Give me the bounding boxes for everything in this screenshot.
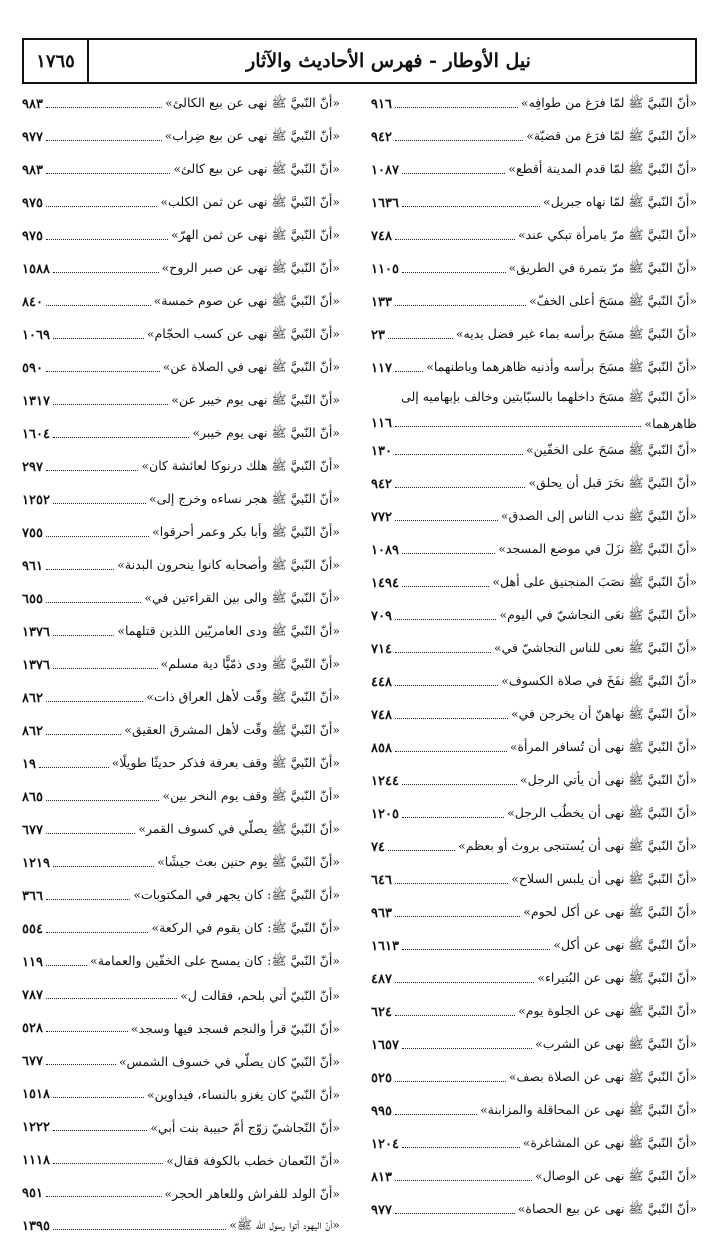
page-ref: ٨٥٨ <box>371 741 392 756</box>
page-ref: ٨١٣ <box>371 1170 392 1185</box>
index-entry <box>22 781 340 814</box>
index-entry <box>371 930 697 963</box>
index-entry <box>371 567 697 600</box>
page-ref: ٦٧٧ <box>22 823 43 838</box>
page-ref: ١١٠٥ <box>371 262 399 277</box>
index-entry <box>371 88 697 121</box>
index-entry <box>22 451 340 484</box>
hadith-text: «أنّ النّبيَّ ﷺ هجر نساءه وخرج إلى» <box>149 491 340 506</box>
index-entry <box>22 814 340 847</box>
index-entry <box>371 352 697 385</box>
hadith-text: «أنّ النّبيَّ ﷺ مرّ بامرأة تبكي عند» <box>518 227 697 242</box>
index-entry <box>22 385 340 418</box>
hadith-text: «أنّ النّبيَّ ﷺ وأبا بكر وعمر أحرقوا» <box>152 524 340 539</box>
hadith-text: «أنّ النّبيَّ ﷺ نحَرَ قبل أن يحلق» <box>528 475 697 490</box>
page-ref: ١٩ <box>22 757 36 772</box>
index-entry <box>371 154 697 187</box>
index-entry <box>22 1210 340 1243</box>
hadith-text: «أنّ النّبيَّ ﷺ نهى عن صوم خمسة» <box>153 293 340 308</box>
page-ref: ٩١٦ <box>371 97 392 112</box>
page-ref: ٧٤ <box>371 840 385 855</box>
leader-dots <box>46 800 160 801</box>
hadith-text: «أنّ النّبيَّ ﷺ نهى عن الجلوة يوم» <box>518 1003 697 1018</box>
page-number: ١٧٦٥ <box>36 50 75 72</box>
page-ref: ١٦٥٧ <box>371 1038 399 1053</box>
page-header <box>22 38 697 84</box>
leader-dots <box>53 1229 226 1230</box>
leader-dots <box>395 1180 532 1181</box>
page-ref: ٩٤٢ <box>371 130 392 145</box>
page-ref: ٩٦٣ <box>371 906 392 921</box>
leader-dots <box>395 652 491 653</box>
leader-dots <box>395 916 520 917</box>
index-column-left <box>22 88 340 1243</box>
leader-dots <box>402 206 540 207</box>
hadith-text: «أنّ النّبيَّ ﷺ نهى عن أكل لحوم» <box>523 904 697 919</box>
index-entry <box>371 666 697 699</box>
hadith-text: «أنّ النّبيّ قرأ والنجم فسجد فيها وسجد» <box>130 1021 340 1036</box>
page-ref: ٢٩٧ <box>22 460 43 475</box>
leader-dots <box>46 1031 128 1032</box>
leader-dots <box>402 817 504 818</box>
index-entry <box>22 352 340 385</box>
hadith-text: «أنّ النّبيَّ ﷺ مسَحَ على الخفّين» <box>525 442 697 457</box>
index-entry <box>371 534 697 567</box>
index-entry <box>371 187 697 220</box>
page-ref: ٧٧٢ <box>371 510 392 525</box>
page-ref: ٨٦٢ <box>22 691 43 706</box>
page-ref: ١١١٨ <box>22 1153 50 1168</box>
leader-dots <box>46 701 143 702</box>
index-entry <box>371 996 697 1029</box>
leader-dots <box>402 949 550 950</box>
index-entry <box>371 897 697 930</box>
hadith-text: «أنّ النّبيَّ ﷺ مسَحَ برأسه وأذنيه ظاهرهما وباطنهما» <box>426 359 697 374</box>
index-entry <box>371 501 697 534</box>
leader-dots <box>53 272 159 273</box>
page-ref: ٩٧٥ <box>22 229 43 244</box>
leader-dots <box>395 1114 477 1115</box>
hadith-text: «أنّ النّبيَّ ﷺ: كان يمسح على الخفّين والعمامة» <box>90 953 340 968</box>
hadith-text: «أنّ النّبيَّ ﷺ وقف يوم النحر بين» <box>162 788 340 803</box>
leader-dots <box>402 173 505 174</box>
index-entry <box>371 732 697 765</box>
hadith-text: «أنّ النّبيَّ ﷺ نهى عن بيع ضِراب» <box>164 128 340 143</box>
hadith-text-continued: ظاهرهما» <box>644 415 697 431</box>
leader-dots <box>395 107 518 108</box>
index-entry <box>371 435 697 468</box>
page-ref: ٤٤٨ <box>371 675 392 690</box>
index-entry <box>22 517 340 550</box>
page-ref: ٩٦١ <box>22 559 43 574</box>
hadith-text: «أنّ النّبيَّ ﷺ نهى عن بيع الحصاة» <box>517 1201 697 1216</box>
hadith-text: «أنّ النّبيَّ ﷺ: كان يجهر في المكتوبات» <box>133 887 340 902</box>
index-entry <box>22 682 340 715</box>
page-ref: ٦٥٥ <box>22 592 43 607</box>
index-entry <box>22 154 340 187</box>
index-entry <box>22 88 340 121</box>
page-ref: ٩٤٢ <box>371 477 392 492</box>
leader-dots <box>46 602 141 603</box>
hadith-text: «أنّ النّبيَّ ﷺ نهى عن البُتيراء» <box>537 970 697 985</box>
page-ref: ١٦٣٦ <box>371 196 399 211</box>
leader-dots <box>402 1147 520 1148</box>
hadith-text: «أنّ النّبيَّ ﷺ نعى للناس النجاشيّ في» <box>493 640 697 655</box>
index-entry <box>22 913 340 946</box>
hadith-text: «أنّ النّبيَّ ﷺ نهى عن كسب الحجّام» <box>146 326 340 341</box>
index-entry <box>22 319 340 352</box>
hadith-text: «أنّ الولد للفراش وللعاهر الحجر» <box>164 1186 340 1201</box>
page-ref: ١٤٩٤ <box>371 576 399 591</box>
page-ref: ٩٧٥ <box>22 196 43 211</box>
page-ref: ٦٧٧ <box>22 1054 43 1069</box>
hadith-text: «أنّ النّبيَّ ﷺ نهى عن المشاغرة» <box>522 1135 697 1150</box>
leader-dots <box>46 470 138 471</box>
page-ref: ٢٣ <box>371 328 385 343</box>
leader-dots <box>46 569 114 570</box>
index-entry <box>22 1045 340 1078</box>
page-ref: ٥٢٥ <box>371 1071 392 1086</box>
hadith-text: «أنّ النّبيَّ ﷺ نهى عن بيع الكالئ» <box>165 95 340 110</box>
header-divider <box>87 40 89 82</box>
hadith-text: «أنّ النّبيَّ ﷺ نهى أن يخطُب الرجل» <box>507 805 697 820</box>
page-ref: ١١٦ <box>371 415 392 431</box>
index-entry <box>371 798 697 831</box>
hadith-text: «أنّ النّبيّ أتي بلحم، فقالت ل» <box>180 988 340 1003</box>
hadith-text: «أنّ النّبيَّ ﷺ ودى ذمّيًّا دية مسلم» <box>160 656 340 671</box>
hadith-text: «أنّ النّبيَّ ﷺ: كان يقوم في الركعة» <box>151 920 340 935</box>
page-ref: ٧٠٩ <box>371 609 392 624</box>
index-entry <box>22 1111 340 1144</box>
hadith-text: «أنّ النّبيّ كان يصلّي في خسوف الشمس» <box>118 1054 340 1069</box>
index-entry <box>371 864 697 897</box>
index-entry <box>371 220 697 253</box>
page-ref: ٧٤٨ <box>371 229 392 244</box>
leader-dots <box>395 1081 506 1082</box>
index-entry <box>22 649 340 682</box>
page-ref: ١١٧ <box>371 361 392 376</box>
index-entry <box>22 121 340 154</box>
leader-dots <box>46 206 157 207</box>
hadith-text: «أنّ النّبيَّ ﷺ نهى أن يلبس السلاح» <box>511 871 697 886</box>
index-entry <box>371 600 697 633</box>
leader-dots <box>53 338 144 339</box>
page-ref: ١٢٠٤ <box>371 1137 399 1152</box>
page-ref: ٧٥٥ <box>22 526 43 541</box>
hadith-text: «أنّ النّبيَّ ﷺ نصَبَ المنجنيق على أهل» <box>492 574 697 589</box>
hadith-text: «أنّ النّبيَّ ﷺ نهى عن الشرب» <box>535 1036 697 1051</box>
page-ref: ١٣٠ <box>371 444 392 459</box>
leader-dots <box>395 305 526 306</box>
hadith-text: «أنّ النّبيَّ ﷺ وقّت لأهل العراق ذات» <box>146 689 340 704</box>
index-entry <box>371 385 697 435</box>
page-ref: ١٥٨٨ <box>22 262 50 277</box>
page-ref: ١٢٤٤ <box>371 774 399 789</box>
leader-dots <box>46 965 87 966</box>
leader-dots <box>388 850 455 851</box>
leader-dots <box>46 536 149 537</box>
page-ref: ٨٤٠ <box>22 295 43 310</box>
leader-dots <box>395 883 508 884</box>
page-ref: ٤٨٧ <box>371 972 392 987</box>
leader-dots <box>53 503 146 504</box>
page-ref: ٩٧٧ <box>371 1203 392 1218</box>
page-ref: ٩٨٣ <box>22 163 43 178</box>
leader-dots <box>395 520 498 521</box>
index-entry <box>22 1012 340 1045</box>
index-entry <box>22 847 340 880</box>
index-entry <box>371 286 697 319</box>
index-entry <box>371 699 697 732</box>
page-ref: ١٦١٣ <box>371 939 399 954</box>
index-entry <box>371 1161 697 1194</box>
hadith-text: «أنّ النّبيَّ ﷺ نهى أن يأتي الرجل» <box>519 772 697 787</box>
leader-dots <box>46 734 121 735</box>
leader-dots <box>53 1163 163 1164</box>
hadith-text: «أنّ النّبيَّ ﷺ ودى العامريّين اللذين قتلهما» <box>117 623 340 638</box>
page-ref: ١٠٦٩ <box>22 328 50 343</box>
page-ref: ٩٨٣ <box>22 97 43 112</box>
page-ref: ١٢٠٥ <box>371 807 399 822</box>
index-entry <box>371 831 697 864</box>
leader-dots <box>402 553 495 554</box>
index-entry <box>22 1177 340 1210</box>
index-entry <box>22 484 340 517</box>
leader-dots <box>388 338 453 339</box>
index-entry <box>22 946 340 979</box>
page-ref: ١٢١٩ <box>22 856 50 871</box>
leader-dots <box>402 784 517 785</box>
index-entry <box>371 633 697 666</box>
hadith-text: «أنّ النّبيَّ ﷺ وأصحابه كانوا ينحرون البدنة» <box>117 557 340 572</box>
hadith-text: «أنّ النّبيَّ ﷺ ندب الناس إلى الصدق» <box>500 508 697 523</box>
hadith-text: «أنّ النّبيَّ ﷺ نعَى النجاشيّ في اليوم» <box>499 607 697 622</box>
hadith-text: «أنّ النّبيَّ ﷺ نهى عن ثمن الكلب» <box>160 194 340 209</box>
page-ref: ١١٩ <box>22 955 43 970</box>
leader-dots <box>53 437 189 438</box>
hadith-text: «أنّ النّجاشيّ زوّج أمّ حبيبة بنت أبي» <box>150 1120 340 1135</box>
hadith-text: «أنّ النّبيَّ ﷺ نهى يوم خيبر عن» <box>171 392 340 407</box>
hadith-text: «أنّ النّبيَّ ﷺ نهى عن الوصال» <box>534 1168 697 1183</box>
leader-dots <box>46 305 151 306</box>
index-entry <box>371 765 697 798</box>
page-ref: ١٢٥٢ <box>22 493 50 508</box>
hadith-text: «أنّ النّبيَّ ﷺ وقّت لأهل المشرق العقيق» <box>124 722 340 737</box>
page-ref: ١٠٨٩ <box>371 543 399 558</box>
leader-dots <box>39 767 109 768</box>
index-column-right <box>371 88 697 1227</box>
index-entry <box>371 253 697 286</box>
leader-dots <box>395 685 498 686</box>
leader-dots <box>395 619 497 620</box>
page-ref: ١٣١٧ <box>22 394 50 409</box>
leader-dots <box>402 1048 532 1049</box>
leader-dots <box>46 998 177 999</box>
index-entry <box>371 1095 697 1128</box>
hadith-text: «أنّ اليهود أتوا رسول الله ﷺ» <box>229 1217 340 1232</box>
index-entry <box>371 1029 697 1062</box>
leader-dots <box>46 140 162 141</box>
index-entry <box>22 880 340 913</box>
hadith-text: «أنّ النّبيَّ ﷺ نهى عن صبر الروح» <box>161 260 340 275</box>
leader-dots <box>402 272 506 273</box>
leader-dots <box>53 1097 144 1098</box>
index-entry <box>22 979 340 1012</box>
index-entry <box>371 1128 697 1161</box>
leader-dots <box>46 932 149 933</box>
index-entry <box>371 319 697 352</box>
hadith-text: «أنّ النّبيَّ ﷺ نهى عن بيع كالئ» <box>173 161 340 176</box>
index-entry <box>371 963 697 996</box>
hadith-text: «أنّ النّبيَّ ﷺ مسَحَ أعلى الخفّ» <box>529 293 697 308</box>
hadith-text: «أنّ النّبيَّ ﷺ نهى عن ثمن الهرّ» <box>171 227 340 242</box>
leader-dots <box>395 239 515 240</box>
page-ref: ١٦٠٤ <box>22 427 50 442</box>
index-entry <box>22 550 340 583</box>
page-ref: ٧٤٨ <box>371 708 392 723</box>
leader-dots <box>395 426 642 427</box>
leader-dots <box>53 404 168 405</box>
page-ref: ٦٤٦ <box>371 873 392 888</box>
page-ref: ٧١٤ <box>371 642 392 657</box>
index-entry <box>22 187 340 220</box>
running-title: نيل الأوطار - فهرس الأحاديث والآثار <box>246 50 531 72</box>
hadith-text: «أنّ النّبيَّ ﷺ نزَلَ في موضع المسجد» <box>498 541 697 556</box>
leader-dots <box>395 371 423 372</box>
leader-dots <box>46 899 130 900</box>
page-ref: ٨٦٥ <box>22 790 43 805</box>
leader-dots <box>53 668 158 669</box>
hadith-text: «أنّ النّبيَّ ﷺ نهى أن تُسافر المرأة» <box>509 739 697 754</box>
leader-dots <box>395 454 523 455</box>
index-entry <box>22 616 340 649</box>
page-ref: ١٠٨٧ <box>371 163 399 178</box>
hadith-text: «أنّ النّبيَّ ﷺ لمّا فرَغ من طوافِه» <box>520 95 697 110</box>
hadith-text: «أنّ النّبيَّ ﷺ وقف بعرفة فذكر حديثًا طويلًا» <box>111 755 340 770</box>
leader-dots <box>53 866 154 867</box>
page-ref: ٣٦٦ <box>22 889 43 904</box>
page-ref: ٦٢٤ <box>371 1005 392 1020</box>
index-entry <box>371 468 697 501</box>
leader-dots <box>46 107 162 108</box>
page-ref: ٩٥١ <box>22 1186 43 1201</box>
hadith-text: «أنّ النّبيَّ ﷺ لمّا فرَغ من قضيّة» <box>526 128 697 143</box>
hadith-text: «أنّ النّبيَّ ﷺ لمّا نهاه جبريل» <box>543 194 697 209</box>
hadith-text: «أنّ النّبيَّ ﷺ نهاهنّ أن يخرجن في» <box>510 706 697 721</box>
leader-dots <box>53 635 114 636</box>
index-entry <box>22 220 340 253</box>
leader-dots <box>402 586 489 587</box>
leader-dots <box>395 751 507 752</box>
index-entry <box>22 748 340 781</box>
page-ref: ٩٧٧ <box>22 130 43 145</box>
index-entry <box>371 1194 697 1227</box>
leader-dots <box>395 1213 515 1214</box>
leader-dots <box>46 239 168 240</box>
index-entry <box>371 121 697 154</box>
hadith-text: «أنّ النّبيَّ ﷺ نهى أن يُستنجى بروث أو بعظم» <box>458 838 697 853</box>
hadith-text: «أنّ النّبيَّ ﷺ نهى عن أكل» <box>553 937 697 952</box>
leader-dots <box>46 173 170 174</box>
hadith-text: «أنّ النّبيَّ ﷺ لمّا قدم المدينة أقطع» <box>508 161 697 176</box>
hadith-text: «أنّ النّبيَّ ﷺ نهى عن المحاقلة والمزابنة» <box>480 1102 697 1117</box>
leader-dots <box>395 1015 515 1016</box>
page-ref: ٥٥٤ <box>22 922 43 937</box>
hadith-text: «أنّ النّبيَّ ﷺ هلك درنوكا لعائشة كان» <box>141 458 340 473</box>
page-ref: ١٣٧٦ <box>22 625 50 640</box>
page-ref: ١٢٢٢ <box>22 1120 50 1135</box>
index-entry <box>22 1078 340 1111</box>
leader-dots <box>395 140 523 141</box>
page-ref: ١٣٩٥ <box>22 1219 50 1234</box>
hadith-text: «أنّ النّبيَّ ﷺ مسَحَ برأسه بماء غير فضل يديه» <box>455 326 697 341</box>
leader-dots <box>395 982 534 983</box>
hadith-text: «أنّ النّبيَّ ﷺ نهى يوم خيبر» <box>192 425 340 440</box>
leader-dots <box>46 371 160 372</box>
hadith-text: «أنّ النّبيَّ ﷺ مسَحَ داخلهما بالسبّابتين وخالف بإبهاميه إلى <box>401 388 697 404</box>
leader-dots <box>46 1064 116 1065</box>
page-ref: ٥٩٠ <box>22 361 43 376</box>
hadith-text: «أنّ النّبيَّ ﷺ نهى في الصلاة عن» <box>162 359 340 374</box>
leader-dots <box>395 718 508 719</box>
index-entry <box>22 286 340 319</box>
index-entry <box>22 715 340 748</box>
hadith-text: «أنّ النّبيَّ ﷺ يصلّي في كسوف القمر» <box>138 821 340 836</box>
page-ref: ٩٩٥ <box>371 1104 392 1119</box>
page-ref: ٧٨٧ <box>22 988 43 1003</box>
index-entry <box>371 1062 697 1095</box>
hadith-text: «أنّ النّعمان خطب بالكوفة فقال» <box>166 1153 340 1168</box>
index-entry <box>22 583 340 616</box>
index-entry <box>22 1144 340 1177</box>
page-ref: ١٣٧٦ <box>22 658 50 673</box>
leader-dots <box>53 1130 147 1131</box>
hadith-text: «أنّ النّبيَّ ﷺ يوم حنين بعث جيشًا» <box>157 854 340 869</box>
page-ref: ٥٢٨ <box>22 1021 43 1036</box>
index-entry <box>22 418 340 451</box>
index-entry <box>22 253 340 286</box>
leader-dots <box>46 1196 162 1197</box>
page-ref: ١٥١٨ <box>22 1087 50 1102</box>
page-ref: ١٣٣ <box>371 295 392 310</box>
hadith-text: «أنّ النّبيَّ ﷺ والى بين القراءتين في» <box>144 590 340 605</box>
leader-dots <box>46 833 135 834</box>
hadith-text: «أنّ النّبيَّ ﷺ مرّ بتمرة في الطريق» <box>508 260 697 275</box>
hadith-text: «أنّ النّبيّ كان يغزو بالنساء، فيداوين» <box>147 1087 340 1102</box>
hadith-text: «أنّ النّبيَّ ﷺ نهى عن الصلاة بصف» <box>508 1069 697 1084</box>
page-ref: ٨٦٢ <box>22 724 43 739</box>
leader-dots <box>395 487 525 488</box>
hadith-text: «أنّ النّبيَّ ﷺ نفَخَ في صلاة الكسوف» <box>501 673 697 688</box>
